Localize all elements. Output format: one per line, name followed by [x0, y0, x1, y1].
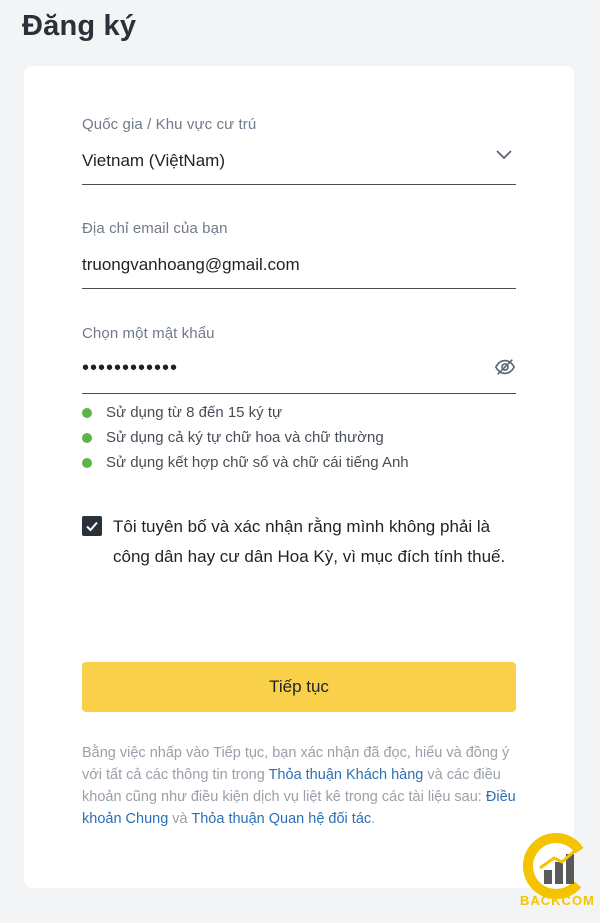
email-label: Địa chỉ email của bạn [82, 220, 228, 237]
chevron-down-icon[interactable] [494, 147, 514, 163]
country-select[interactable] [82, 145, 516, 185]
declaration-checkbox[interactable] [82, 516, 102, 536]
password-rule [82, 450, 409, 475]
password-input[interactable] [82, 354, 516, 394]
check-dot-icon [82, 433, 92, 443]
check-dot-icon [82, 458, 92, 468]
general-terms-link[interactable]: Điều khoản Chung [82, 789, 516, 827]
terms-notice [82, 742, 522, 830]
password-field[interactable] [82, 325, 516, 394]
terms-text: . [371, 811, 376, 827]
password-rule [82, 425, 409, 450]
check-dot-icon [82, 408, 92, 418]
us-person-declaration [82, 512, 522, 572]
declaration-text: Tôi tuyên bố và xác nhận rằng mình không phải là công dân hay cư dân Hoa Kỳ, vì mục đích tính thuế. [113, 517, 506, 566]
password-rule-text: Sử dụng cả ký tự chữ hoa và chữ thường [106, 429, 384, 446]
registration-card [24, 66, 574, 888]
terms-text: và [168, 811, 192, 827]
terms-text: và các điều khoản cũng như điều kiện dịch vụ liệt kê trong các tài liệu sau: [82, 767, 501, 805]
terms-text: Bằng việc nhấp vào Tiếp tục, bạn xác nhận đã đọc, hiểu và đồng ý với tất cả các thông tin trong [82, 745, 510, 783]
customer-agreement-link[interactable]: Thỏa thuận Khách hàng [268, 767, 424, 783]
email-field[interactable] [82, 220, 516, 289]
country-label: Quốc gia / Khu vực cư trú [82, 116, 257, 133]
continue-button[interactable]: Tiếp tục [82, 662, 516, 712]
password-rules [82, 400, 409, 475]
password-rule-text: Sử dụng kết hợp chữ số và chữ cái tiếng Anh [106, 454, 409, 471]
country-field[interactable] [82, 116, 516, 185]
eye-off-icon[interactable] [494, 356, 516, 378]
watermark-text: BACKCOM [520, 893, 595, 908]
page-title: Đăng ký [22, 10, 137, 42]
checkmark-icon [85, 519, 99, 533]
password-value: •••••••••••• [82, 357, 179, 379]
email-input[interactable] [82, 249, 516, 289]
password-label: Chọn một mật khẩu [82, 325, 215, 342]
password-rule [82, 400, 409, 425]
country-value: Vietnam (ViệtNam) [82, 151, 225, 170]
password-rule-text: Sử dụng từ 8 đến 15 ký tự [106, 404, 283, 421]
email-value: truongvanhoang@gmail.com [82, 255, 300, 274]
partner-agreement-link[interactable]: Thỏa thuận Quan hệ đối tác [191, 811, 372, 827]
